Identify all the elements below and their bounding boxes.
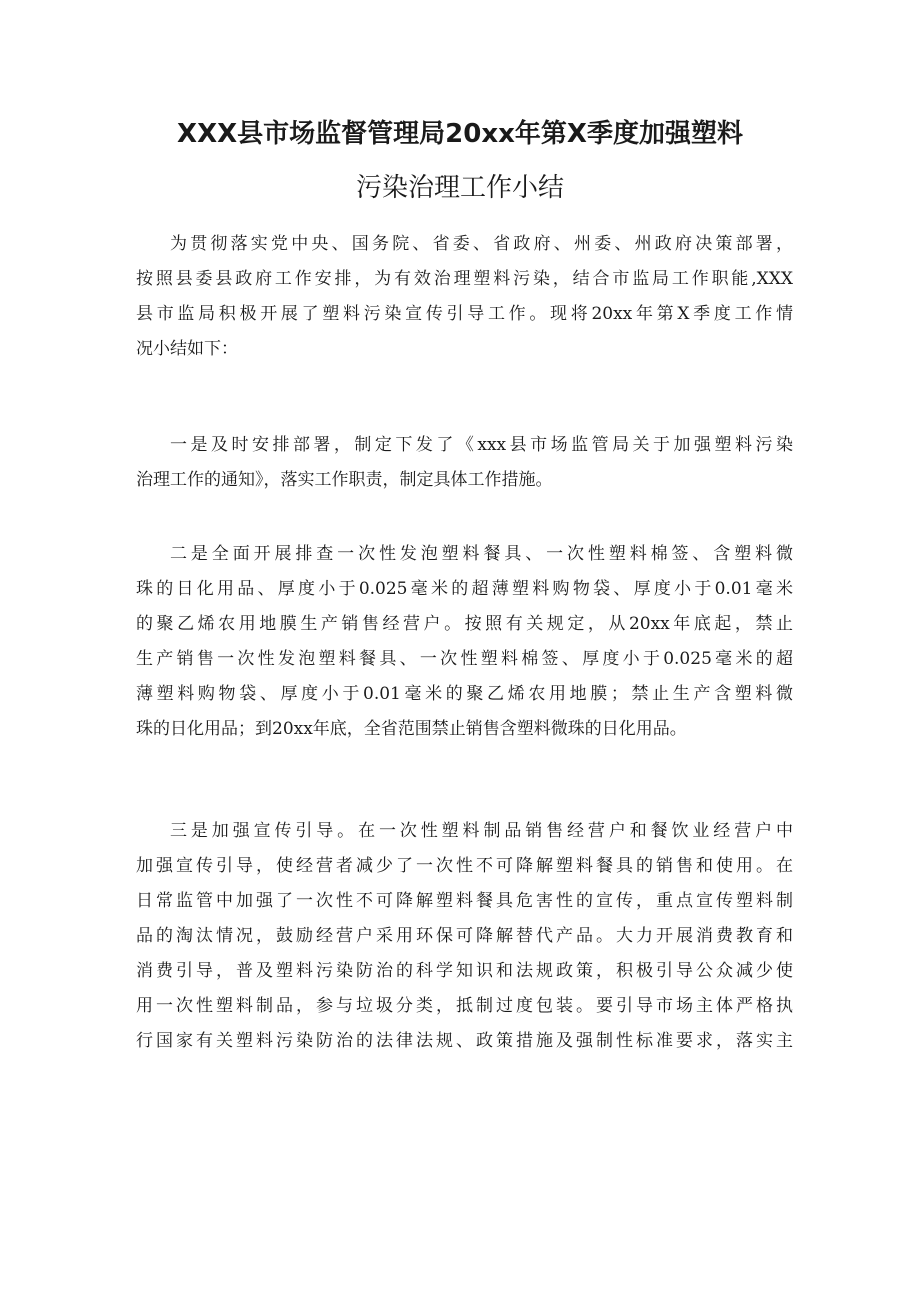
paragraph-4 (136, 814, 793, 1059)
paragraph-line: 按照县委县政府工作安排，为有效治理塑料污染，结合市监局工作职能,XXX (136, 269, 793, 289)
paragraph-line: 一是及时安排部署，制定下发了《xxx县市场监管局关于加强塑料污染 (170, 435, 793, 455)
document-title-line-1: XXX县市场监督管理局20xx年第X季度加强塑料 (177, 119, 743, 149)
paragraph-3 (136, 537, 793, 747)
paragraph-line: 日常监管中加强了一次性不可降解塑料餐具危害性的宣传，重点宣传塑料制 (136, 891, 793, 911)
paragraph-line: 用一次性塑料制品，参与垃圾分类，抵制过度包装。要引导市场主体严格执 (136, 996, 793, 1016)
paragraph-line: 珠的日化用品；到20xx年底，全省范围禁止销售含塑料微珠的日化用品。 (136, 719, 687, 739)
paragraph-line: 生产销售一次性发泡塑料餐具、一次性塑料棉签、厚度小于0.025毫米的超 (136, 649, 793, 669)
paragraph-line: 况小结如下： (136, 339, 238, 359)
paragraph-line: 的聚乙烯农用地膜生产销售经营户。按照有关规定，从20xx年底起，禁止 (136, 614, 793, 634)
paragraph-line: 治理工作的通知》，落实工作职责，制定具体工作措施。 (136, 470, 553, 490)
paragraph-line: 薄塑料购物袋、厚度小于0.01毫米的聚乙烯农用地膜；禁止生产含塑料微 (136, 684, 793, 704)
paragraph-line: 加强宣传引导，使经营者减少了一次性不可降解塑料餐具的销售和使用。在 (136, 856, 793, 876)
paragraph-line: 品的淘汰情况，鼓励经营户采用环保可降解替代产品。大力开展消费教育和 (136, 926, 793, 946)
paragraph-1 (136, 227, 793, 367)
paragraph-line: 三是加强宣传引导。在一次性塑料制品销售经营户和餐饮业经营户中 (170, 821, 793, 841)
document-title-line-2: 污染治理工作小结 (355, 173, 564, 203)
paragraph-line: 珠的日化用品、厚度小于0.025毫米的超薄塑料购物袋、厚度小于0.01毫米 (136, 579, 793, 599)
paragraph-line: 二是全面开展排查一次性发泡塑料餐具、一次性塑料棉签、含塑料微 (170, 544, 793, 564)
paragraph-line: 行国家有关塑料污染防治的法律法规、政策措施及强制性标准要求，落实主 (136, 1031, 793, 1051)
paragraph-2 (136, 428, 793, 498)
paragraph-line: 消费引导，普及塑料污染防治的科学知识和法规政策，积极引导公众减少使 (136, 961, 793, 981)
paragraph-line: 为贯彻落实党中央、国务院、省委、省政府、州委、州政府决策部署， (170, 234, 793, 254)
paragraph-line: 县市监局积极开展了塑料污染宣传引导工作。现将20xx年第X季度工作情 (136, 304, 793, 324)
